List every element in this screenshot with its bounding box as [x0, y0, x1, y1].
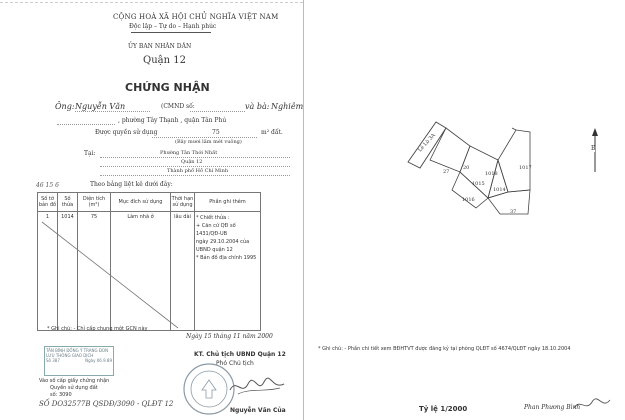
map-scale: Tỷ lệ 1/2000: [419, 405, 468, 413]
header-area: Diện tích (m²): [78, 193, 111, 212]
location-city: Thành phố Hồ Chí Minh: [167, 168, 229, 174]
owner-cmnd-label: (CMND số:: [161, 103, 195, 110]
registration-stamp: [44, 346, 114, 376]
table-intro: Theo bảng liệt kê dưới đây:: [90, 181, 173, 188]
register-line-2: Quyền sử dụng đất: [50, 385, 98, 391]
signing-date: Ngày 15 tháng 11 năm 2000: [186, 333, 273, 340]
cell-term: lâu dài: [171, 212, 195, 331]
top-scan-edge: [0, 2, 303, 3]
stamp-line: Số 387: [46, 358, 60, 363]
certificate-title: CHỨNG NHẬN: [125, 81, 210, 94]
register-line-3: số: 3090: [50, 392, 72, 398]
register-line-1: Vào số cấp giấy chứng nhận: [39, 378, 110, 384]
surveyor-name: Phan Phương Bình: [524, 404, 581, 411]
stamp-line: LƯU THÔNG GIAO DỊCH: [46, 353, 94, 358]
table-strike-line: [40, 220, 180, 330]
note-line: * Chiết thửa :: [196, 215, 230, 221]
address-dots: [57, 124, 115, 125]
signing-deputy: Phó Chủ tịch: [216, 360, 254, 367]
cell-sheet: 1: [38, 212, 58, 331]
owner-cmnd-dots: [190, 111, 245, 112]
map-label: 1018: [485, 171, 498, 177]
map-label: 1015: [472, 181, 485, 187]
owner-name-dots: [75, 111, 150, 112]
map-note: * Ghi chú: - Phần chi tiết xem BĐHTVT được đăng ký tại phòng QLĐT số 4674/QLĐT ngày 18.10.2004: [318, 346, 571, 352]
map-label: 37: [510, 209, 517, 215]
location-label: Tại:: [84, 150, 96, 157]
header-notes: Phần ghi thêm: [195, 193, 261, 212]
usage-words: (Bảy mươi lăm mét vuông): [175, 139, 242, 145]
parcel-map: [390, 118, 570, 218]
register-serial: SỐ DO32577B QSDĐ/3090 - QLĐT 12: [39, 400, 174, 408]
location-dots-1: [100, 157, 290, 158]
motto: Độc lập – Tự do – Hạnh phúc: [129, 23, 217, 30]
motto-underline: [131, 32, 211, 33]
note-line: + Căn cứ QĐ số 1431/QĐ-UB: [196, 223, 236, 237]
signing-kt: KT. Chủ tịch UBND Quận 12: [194, 351, 286, 358]
header-purpose: Mục đích sử dụng: [111, 193, 171, 212]
margin-scribble: 46 15 6: [36, 182, 59, 189]
surveyor-signature: [572, 396, 612, 414]
cell-area: 75: [78, 212, 111, 331]
map-label: 1017: [519, 165, 532, 171]
header-term: Thời hạn sử dụng: [171, 193, 195, 212]
map-label: 20: [463, 165, 470, 171]
stamp-line: TÂN BÌNH ĐỒNG Ý TRANG ĐON: [46, 348, 109, 353]
spouse-label: và bà:: [245, 102, 270, 111]
usage-dots: [152, 137, 257, 138]
cell-purpose: Làm nhà ở: [111, 212, 171, 331]
map-label-road: Lê Lô 3A: [417, 132, 437, 154]
location-dots-2: [100, 166, 290, 167]
spouse-name: Nghiêm: [271, 102, 304, 111]
usage-area: 75: [212, 129, 220, 136]
country-header: CỘNG HOÀ XÃ HỘI CHỦ NGHĨA VIỆT NAM: [113, 13, 279, 21]
map-label: 27: [443, 169, 450, 175]
stamp-line: Ngày 06.9.89: [85, 358, 112, 363]
stamp-line: [46, 358, 112, 363]
note-line: * Bản đồ địa chính 1995: [196, 255, 257, 261]
map-label: 1016: [462, 197, 475, 203]
cell-parcel: 1014: [58, 212, 78, 331]
owner-name: Nguyễn Văn: [75, 102, 126, 111]
left-page-edge: [303, 0, 304, 420]
district-title: Quận 12: [143, 55, 186, 66]
note-line: ngày 29.10.2004 của UBND quận 12: [196, 239, 250, 253]
usage-unit: m² đất.: [261, 129, 283, 136]
issuer: ỦY BAN NHÂN DÂN: [128, 43, 192, 50]
location-dots-3: [100, 175, 290, 176]
usage-label: Được quyền sử dụng: [95, 129, 158, 136]
signer-name: Nguyễn Văn Của: [230, 407, 286, 414]
signature: [228, 372, 288, 402]
location-district: Quận 12: [181, 159, 203, 165]
map-label: 1014: [493, 187, 506, 193]
north-label: B: [591, 145, 596, 152]
owner-prefix: Ông:: [55, 102, 75, 111]
location-ward: Phường Tân Thới Nhất: [160, 150, 218, 156]
footnote: * Ghi chú: - Chỉ cấp chung một GCN này: [47, 326, 148, 332]
header-parcel: Số thửa: [58, 193, 78, 212]
cell-notes: [195, 212, 261, 331]
header-sheet: Số tờ bản đồ: [38, 193, 58, 212]
owner-address: , phường Tây Thạnh , quận Tân Phú: [118, 117, 227, 124]
